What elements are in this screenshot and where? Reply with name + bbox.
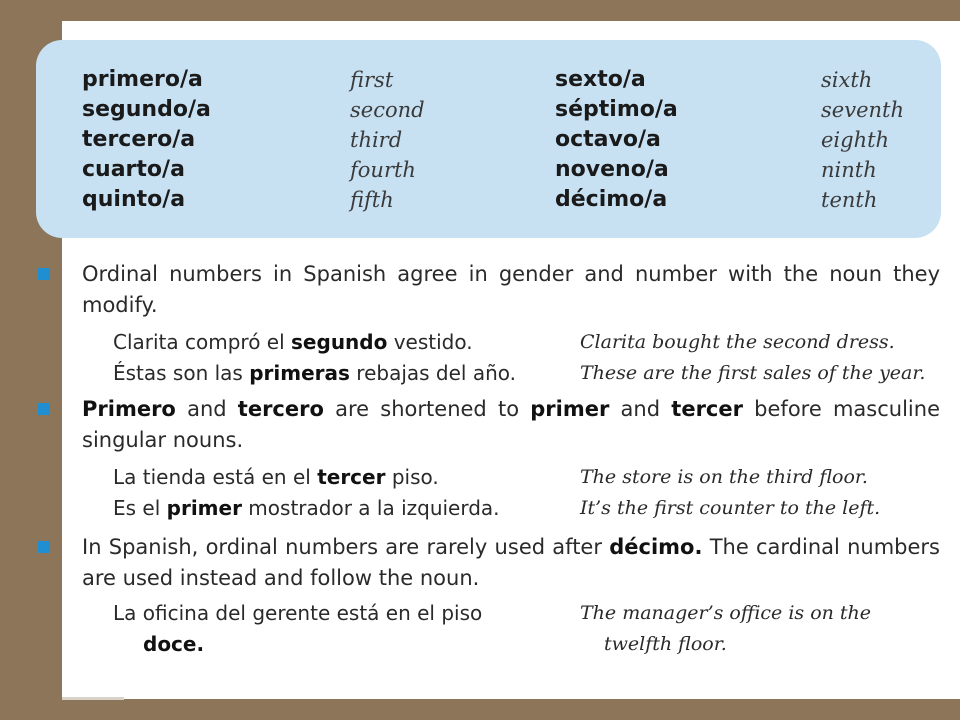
example-3-line-1: La oficina del gerente está en el piso (113, 601, 483, 625)
ordinal-vocab-box (36, 40, 941, 238)
example-1-1: Clarita compró el segundo vestido. (113, 330, 473, 354)
translation-1-2: These are the first sales of the year. (580, 362, 926, 384)
vocab-en-5: fifth (350, 188, 394, 212)
vocab-es-10: décimo/a (555, 187, 668, 212)
vocab-en-9: ninth (821, 158, 877, 182)
translation-2-1: The store is on the third floor. (580, 466, 868, 488)
vocab-en-1: first (350, 68, 394, 92)
vocab-es-8: octavo/a (555, 127, 661, 152)
example-2-2: Es el primer mostrador a la izquierda. (113, 496, 500, 520)
rule-2-text: Primero and tercero are shortened to primer and tercer before masculine singular nouns. (82, 397, 940, 452)
bullet-square-icon (38, 403, 50, 415)
page-bottom-edge (62, 697, 124, 700)
vocab-es-4: cuarto/a (82, 157, 185, 182)
translation-2-2: It’s the first counter to the left. (580, 497, 881, 519)
bullet-square-icon (38, 541, 50, 553)
vocab-en-8: eighth (821, 128, 890, 152)
rule-1-text: Ordinal numbers in Spanish agree in gender and number with the noun they modify. (82, 262, 940, 317)
vocab-es-2: segundo/a (82, 97, 211, 122)
vocab-en-2: second (350, 98, 425, 122)
rule-3-text: In Spanish, ordinal numbers are rarely used after décimo. The cardinal numbers are used instead and follow the noun. (82, 535, 940, 590)
vocab-es-5: quinto/a (82, 187, 186, 212)
vocab-es-9: noveno/a (555, 157, 669, 182)
example-1-2: Éstas son las primeras rebajas del año. (113, 361, 516, 385)
vocab-en-7: seventh (821, 98, 904, 122)
vocab-en-4: fourth (350, 158, 416, 182)
example-3-line-2: doce. (143, 632, 205, 656)
translation-3-line-1: The manager’s office is on the (580, 602, 872, 624)
vocab-es-6: sexto/a (555, 67, 646, 92)
translation-3-line-2: twelfth floor. (604, 633, 727, 655)
vocab-es-7: séptimo/a (555, 97, 678, 122)
vocab-en-10: tenth (821, 188, 878, 212)
vocab-es-3: tercero/a (82, 127, 196, 152)
example-2-1: La tienda está en el tercer piso. (113, 465, 439, 489)
vocab-en-3: third (350, 128, 403, 152)
bullet-square-icon (38, 268, 50, 280)
vocab-en-6: sixth (821, 68, 873, 92)
translation-1-1: Clarita bought the second dress. (580, 331, 895, 353)
vocab-es-1: primero/a (82, 67, 203, 92)
